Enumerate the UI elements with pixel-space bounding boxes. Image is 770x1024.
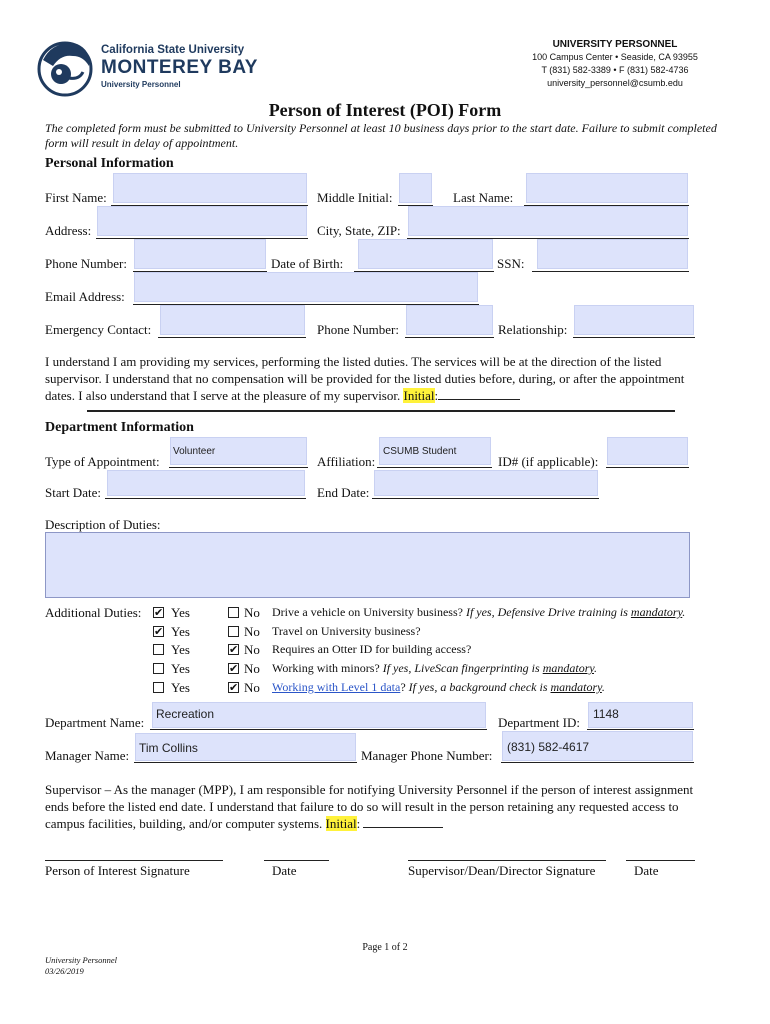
dept-name-value: Recreation (156, 707, 215, 721)
duty-no-checkbox[interactable]: ✔ (229, 643, 239, 656)
end-date-label: End Date: (317, 485, 370, 500)
duty-question: Working with minors? If yes, LiveScan fingerprinting is mandatory. (272, 661, 598, 675)
understand-body: I understand I am providing my services, performing the listed duties. The services will be at the direction of the listed supervisor. I understand that no compensation will be provided for the listed duties before, during, or after the appointment dates. I also understand that I serve at the pleasure of my supervisor. (45, 354, 685, 403)
dob-label: Date of Birth: (271, 256, 344, 271)
otter-logo-icon (33, 36, 97, 98)
duty-row (0, 605, 770, 623)
duty-no-label: No (244, 680, 260, 695)
logo-university: California State University (101, 44, 245, 56)
dept-id-value: 1148 (593, 707, 619, 721)
page-number: Page 1 of 2 (362, 942, 408, 953)
section-divider (87, 410, 675, 412)
poi-signature-line[interactable] (45, 860, 223, 861)
duty-yes-checkbox[interactable] (153, 644, 164, 655)
manager-phone-value: (831) 582-4617 (507, 740, 590, 754)
manager-phone-label: Manager Phone Number: (361, 748, 493, 763)
first-name-label: First Name: (45, 190, 107, 205)
understand-initial-field[interactable] (438, 387, 520, 400)
city-state-zip-label: City, State, ZIP: (317, 223, 401, 238)
duty-yes-checkbox[interactable] (153, 682, 164, 693)
start-date-label: Start Date: (45, 485, 101, 500)
understand-text: I understand I am providing my services, performing the listed duties. The services will be at the direction of the listed supervisor. I understand that no compensation will be provided for the listed duties before, during, or after the appointment dates. I also understand that I serve at the pleasure of my supervisor. Initial: (45, 354, 685, 403)
dept-id-label: Department ID: (498, 715, 580, 730)
duty-no-label: No (244, 642, 260, 657)
duty-yes-label: Yes (171, 605, 190, 620)
id-field[interactable] (607, 437, 688, 465)
city-state-zip-field[interactable] (408, 206, 688, 236)
middle-initial-label: Middle Initial: (317, 190, 393, 205)
duty-yes-checkbox[interactable] (153, 663, 164, 674)
middle-initial-field[interactable] (399, 173, 432, 203)
supervisor-initial-label: Initial (325, 816, 357, 831)
duty-link[interactable]: Working with Level 1 data (272, 680, 401, 694)
description-label: Description of Duties: (45, 517, 161, 532)
header-email: university_personnel@csumb.edu (547, 78, 683, 88)
date1-label: Date (272, 863, 297, 878)
appointment-type-value: Volunteer (173, 446, 216, 457)
end-date-field[interactable] (374, 470, 598, 496)
duty-note: If yes, LiveScan fingerprinting is mandatory. (379, 661, 598, 675)
duty-no-label: No (244, 624, 260, 639)
logo (33, 36, 258, 98)
relationship-label: Relationship: (498, 322, 568, 337)
affiliation-label: Affiliation: (317, 454, 376, 469)
duty-note: If yes, a background check is mandatory. (405, 680, 605, 694)
ssn-label: SSN: (497, 256, 525, 271)
last-name-label: Last Name: (453, 190, 514, 205)
duty-question: Requires an Otter ID for building access? (272, 642, 472, 656)
duty-yes-checkbox[interactable]: ✔ (154, 625, 164, 638)
supervisor-text: Supervisor – As the manager (MPP), I am responsible for notifying University Personnel if the person of interest assignment ends before the listed end date. I understand that failure to do so will result in the person retaining any requested access to campus facilities, building, and/or computer systems. Initial: (45, 782, 694, 831)
duty-row (0, 624, 770, 642)
duty-question: Drive a vehicle on University business? If yes, Defensive Drive training is mandatory. (272, 605, 686, 619)
header-contact (515, 38, 715, 90)
phone-label: Phone Number: (45, 256, 127, 271)
header-phone: T (831) 582-3389 • F (831) 582-4736 (541, 65, 689, 75)
email-label: Email Address: (45, 289, 125, 304)
manager-name-label: Manager Name: (45, 748, 130, 763)
header-address: 100 Campus Center • Seaside, CA 93955 (532, 52, 698, 62)
duty-no-checkbox[interactable]: ✔ (229, 681, 239, 694)
email-field[interactable] (134, 272, 478, 302)
last-name-field[interactable] (526, 173, 688, 203)
description-field[interactable] (45, 532, 690, 598)
dept-name-label: Department Name: (45, 715, 145, 730)
duty-yes-label: Yes (171, 642, 190, 657)
id-label: ID# (if applicable): (498, 454, 599, 469)
duty-no-checkbox[interactable]: ✔ (229, 662, 239, 675)
duty-no-label: No (244, 605, 260, 620)
additional-duties-label: Additional Duties: (45, 605, 142, 620)
duty-yes-label: Yes (171, 661, 190, 676)
personal-heading: Personal Information (45, 156, 174, 171)
duty-no-checkbox[interactable] (228, 607, 239, 618)
department-heading: Department Information (45, 420, 194, 435)
duty-question: Working with Level 1 data? If yes, a background check is mandatory. (272, 680, 605, 694)
logo-campus: MONTEREY BAY (101, 57, 258, 78)
duty-yes-checkbox[interactable]: ✔ (154, 606, 164, 619)
page-title: Person of Interest (POI) Form (268, 100, 502, 120)
appointment-type-label: Type of Appointment: (45, 454, 160, 469)
duty-note: If yes, Defensive Drive training is mandatory. (462, 605, 686, 619)
understand-initial-label: Initial (403, 388, 435, 403)
ssn-field[interactable] (537, 239, 688, 269)
duty-row (0, 642, 770, 660)
address-label: Address: (45, 223, 92, 238)
logo-dept: University Personnel (101, 80, 181, 89)
poi-signature-label: Person of Interest Signature (45, 863, 190, 878)
emergency-phone-field[interactable] (406, 305, 493, 335)
duty-row (0, 680, 770, 698)
header-office: UNIVERSITY PERSONNEL (552, 39, 678, 50)
intro-text: The completed form must be submitted to University Personnel at least 10 business days prior to the start date. Failure to submit completed form will result in delay of appointment. (45, 121, 717, 150)
date2-line[interactable] (626, 860, 695, 861)
supervisor-body: Supervisor – As the manager (MPP), I am responsible for notifying University Personnel if the person of interest assignment ends before the listed end date. I understand that failure to do so will result in the person retaining any requested access to campus facilities, building, and/or computer systems. (45, 782, 694, 831)
duty-question: Travel on University business? (272, 624, 421, 638)
start-date-field[interactable] (107, 470, 305, 496)
date2-label: Date (634, 863, 659, 878)
emergency-phone-label: Phone Number: (317, 322, 399, 337)
supervisor-signature-label: Supervisor/Dean/Director Signature (408, 863, 596, 878)
manager-name-value: Tim Collins (139, 741, 198, 755)
footer-date: 03/26/2019 (45, 966, 84, 976)
dob-field[interactable] (358, 239, 493, 269)
emergency-contact-label: Emergency Contact: (45, 322, 152, 337)
date1-line[interactable] (264, 860, 329, 861)
supervisor-initial-field[interactable] (363, 815, 443, 828)
affiliation-value: CSUMB Student (383, 446, 457, 457)
relationship-field[interactable] (574, 305, 694, 335)
duty-yes-label: Yes (171, 680, 190, 695)
first-name-field[interactable] (113, 173, 307, 203)
address-field[interactable] (97, 206, 307, 236)
duty-no-checkbox[interactable] (228, 626, 239, 637)
phone-field[interactable] (134, 239, 266, 269)
footer-dept: University Personnel (45, 955, 117, 965)
emergency-contact-field[interactable] (160, 305, 305, 335)
duty-no-label: No (244, 661, 260, 676)
duty-yes-label: Yes (171, 624, 190, 639)
supervisor-signature-line[interactable] (408, 860, 606, 861)
duty-row (0, 661, 770, 679)
